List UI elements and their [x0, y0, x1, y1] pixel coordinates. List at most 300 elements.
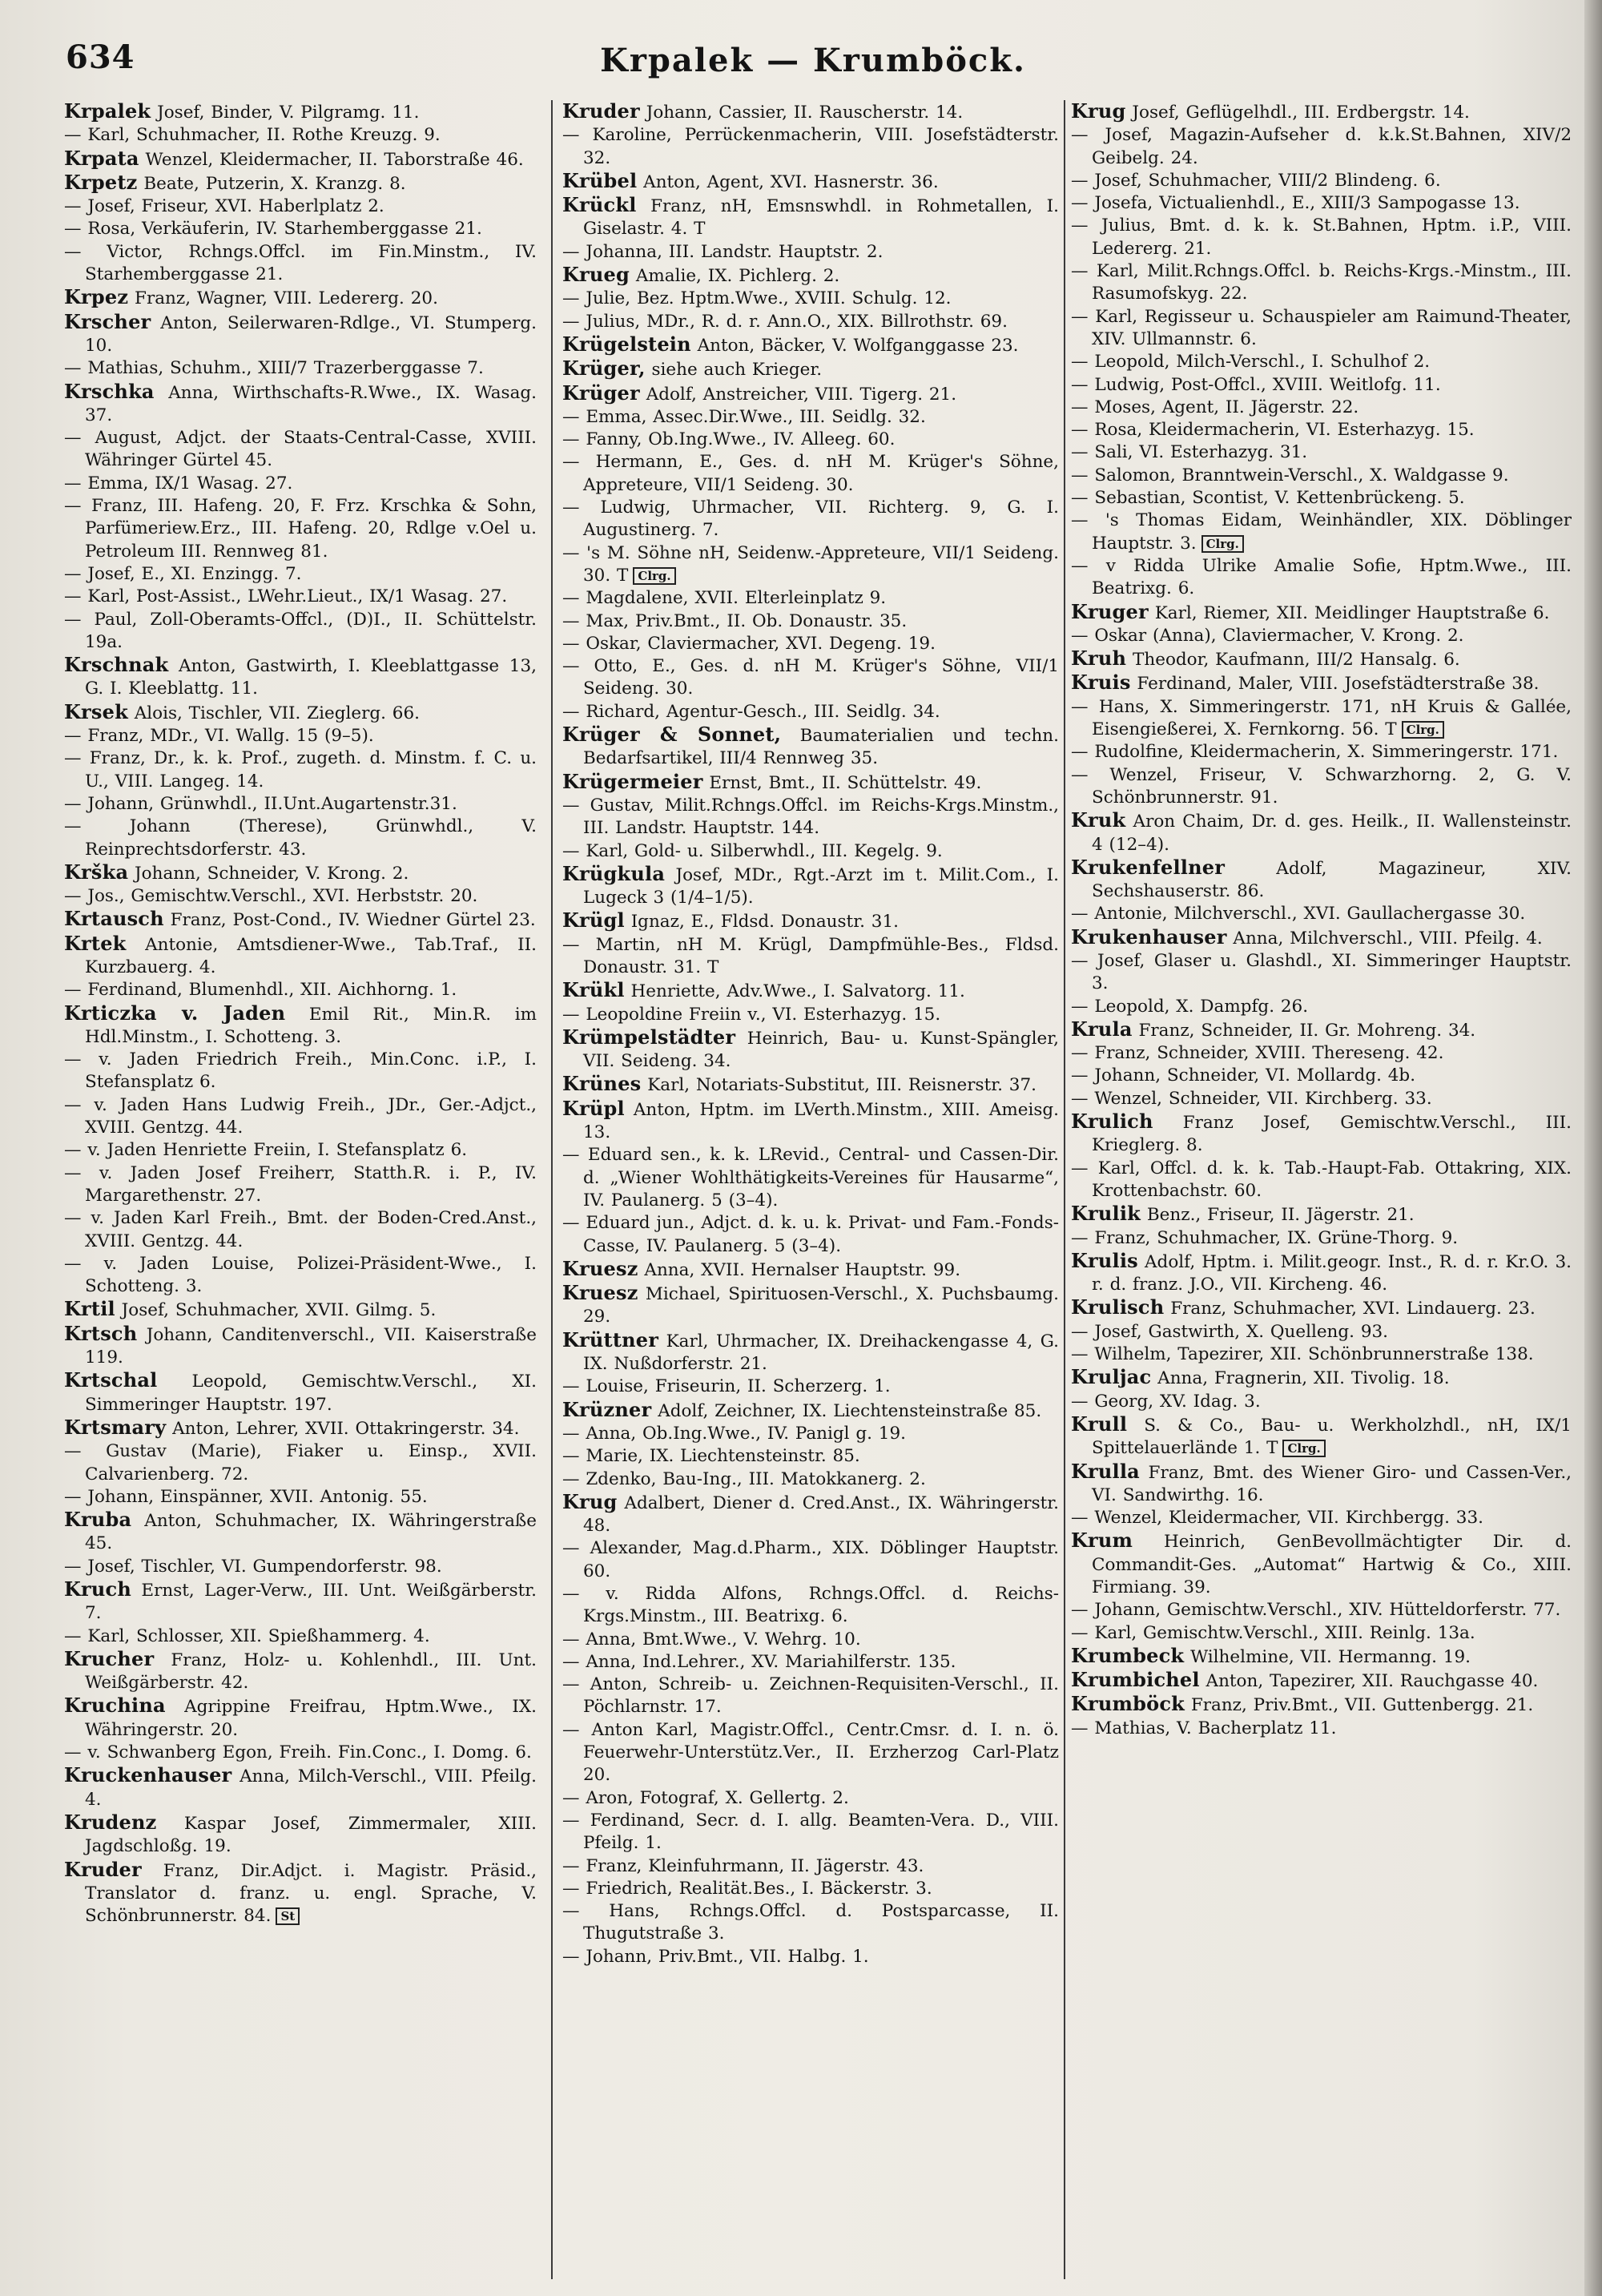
directory-entry: [64, 1049, 537, 1094]
directory-entry: [1071, 374, 1572, 397]
directory-entry: [562, 264, 1059, 288]
directory-entry: [1071, 215, 1572, 260]
directory-entry: [64, 241, 537, 287]
entry-details: Anton, Lehrer, XVII. Ottakringerstr. 34.: [166, 1418, 520, 1439]
entry-surname: Krpez: [64, 285, 129, 309]
entry-details: Anton, Gastwirth, I. Kleeblattgasse 13, G. I. Kleeblattg. 11.: [85, 656, 537, 699]
entry-surname: Krueg: [562, 263, 630, 287]
directory-entry: [562, 1445, 1059, 1468]
entry-surname: Krška: [64, 860, 129, 884]
directory-entry: [1071, 1391, 1572, 1413]
directory-entry: [64, 861, 537, 885]
directory-entry: [64, 1811, 537, 1859]
entry-details: — Ludwig, Post-Offcl., XVIII. Weitlofg. 11.: [1071, 374, 1441, 395]
entry-details: — Johann, Schneider, VI. Mollardg. 4b.: [1071, 1065, 1416, 1086]
entry-details: — Hans, Rchngs.Offcl. d. Postsparcasse, II. Thugutstraße 3.: [562, 1901, 1059, 1944]
entry-details: Wilhelmine, VII. Hermanng. 19.: [1184, 1646, 1471, 1667]
directory-entry: [562, 610, 1059, 633]
entry-details: — Fanny, Ob.Ing.Wwe., IV. Alleeg. 60.: [562, 429, 896, 450]
entry-details: — Karl, Offcl. d. k. k. Tab.-Haupt-Fab. Ottakring, XIX. Krottenbachstr. 60.: [1071, 1158, 1572, 1201]
entry-details: Franz, Schneider, II. Gr. Mohreng. 34.: [1132, 1020, 1476, 1041]
entry-details: — Oskar (Anna), Claviermacher, V. Krong. 2.: [1071, 625, 1464, 646]
entry-surname: Krüger & Sonnet,: [562, 723, 782, 747]
directory-entry: [562, 633, 1059, 655]
entry-details: — v. Jaden Friedrich Freih., Min.Conc. i.P., I. Stefansplatz 6.: [64, 1049, 537, 1093]
entry-surname: Krünes: [562, 1072, 642, 1096]
directory-entry: [64, 1578, 537, 1625]
directory-entry: [64, 147, 537, 171]
directory-entry: [562, 451, 1059, 497]
directory-entry: [562, 1423, 1059, 1445]
page-number: 634: [66, 38, 135, 76]
entry-surname: Kruchina: [64, 1694, 166, 1718]
directory-entry: [1071, 465, 1572, 487]
entry-details: Josef, MDr., Rgt.-Arzt im t. Milit.Com., I. Lugeck 3 (1/4–1/5).: [583, 864, 1059, 908]
entry-details: — Franz, Schuhmacher, IX. Grüne-Thorg. 9.: [1071, 1227, 1459, 1248]
directory-entry: [1071, 903, 1572, 925]
entry-details: — Leopold, Milch-Verschl., I. Schulhof 2.: [1071, 352, 1431, 373]
entry-details: — Karl, Schuhmacher, II. Rothe Kreuzg. 9.: [64, 125, 441, 146]
entry-surname: Krtil: [64, 1297, 115, 1321]
entry-details: Agrippine Freifrau, Hptm.Wwe., IX. Währingerstr. 20.: [85, 1697, 537, 1740]
directory-entry: [562, 840, 1059, 863]
directory-column-2: [562, 100, 1059, 2283]
entry-details: — Rudolfine, Kleidermacherin, X. Simmeringerstr. 171.: [1071, 742, 1559, 763]
entry-surname: Krschka: [64, 379, 155, 403]
entry-surname: Krüzner: [562, 1397, 652, 1421]
directory-entry: [562, 909, 1059, 933]
entry-details: — Franz, Dr., k. k. Prof., zugeth. d. Minstm. f. C. u. U., VIII. Langeg. 14.: [64, 748, 537, 792]
entry-surname: Krügkula: [562, 861, 666, 885]
clearing-badge: Clrg.: [633, 567, 675, 585]
entry-details: — Max, Priv.Bmt., II. Ob. Donaustr. 35.: [562, 610, 908, 631]
entry-details: Anna, Wirthschafts-R.Wwe., IX. Wasag. 37.: [85, 382, 537, 425]
entry-surname: Krpalek: [64, 100, 151, 123]
directory-entry: [1071, 1202, 1572, 1227]
directory-entry: [64, 1369, 537, 1416]
entry-details: — Salomon, Branntwein-Verschl., X. Waldgasse 9.: [1071, 465, 1509, 485]
entry-details: — Gustav (Marie), Fiaker u. Einsp., XVII. Calvarienberg. 72.: [64, 1441, 537, 1484]
directory-entry: [562, 1491, 1059, 1538]
directory-column-3: [1071, 100, 1572, 2283]
entry-details: — Josef, Glaser u. Glashdl., XI. Simmeringer Hauptstr. 3.: [1071, 950, 1572, 994]
directory-entry: [1071, 856, 1572, 904]
entry-details: — Eduard jun., Adjct. d. k. u. k. Privat- und Fam.-Fonds-Casse, IV. Paulanerg. 5 (3–4).: [562, 1213, 1059, 1256]
entry-details: — v. Ridda Alfons, Rchngs.Offcl. d. Reichs-Krgs.Minstm., III. Beatrixg. 6.: [562, 1584, 1059, 1627]
directory-entry: [1071, 351, 1572, 373]
directory-entry: [64, 932, 537, 980]
directory-entry: [562, 406, 1059, 429]
entry-details: — Antonie, Milchverschl., XVI. Gaullachergasse 30.: [1071, 904, 1526, 924]
entry-surname: Krügermeier: [562, 769, 703, 793]
entry-details: Franz Josef, Gemischtw.Verschl., III. Krieglerg. 8.: [1092, 1113, 1572, 1156]
directory-entry: [562, 655, 1059, 701]
directory-entry: [1071, 397, 1572, 419]
directory-entry: [64, 1162, 537, 1208]
entry-details: — Hans, X. Simmeringerstr. 171, nH Kruis & Gallée, Eisengießerei, X. Fernkorng. 56. T: [1071, 696, 1572, 740]
directory-entry: [562, 333, 1059, 357]
entry-details: — v. Jaden Karl Freih., Bmt. der Boden-Cred.Anst., XVIII. Gentzg. 44.: [64, 1208, 537, 1251]
entry-surname: Krügl: [562, 908, 625, 932]
entry-details: Henriette, Adv.Wwe., I. Salvatorg. 11.: [624, 981, 965, 1002]
entry-surname: Krückl: [562, 193, 637, 217]
directory-entry: [562, 587, 1059, 610]
directory-entry: [562, 124, 1059, 170]
directory-entry: [64, 311, 537, 358]
entry-details: Aron Chaim, Dr. d. ges. Heilk., II. Wallensteinstr. 4 (12–4).: [1092, 812, 1572, 855]
directory-entry: [64, 747, 537, 793]
entry-details: Michael, Spirituosen-Verschl., X. Puchsbaumg. 29.: [583, 1284, 1059, 1327]
entry-details: S. & Co., Bau- u. Werkholzhdl., nH, IX/1 Spittelauerlände 1. T: [1092, 1415, 1572, 1459]
entry-details: Franz, Dir.Adjct. i. Magistr. Präsid., Translator d. franz. u. engl. Sprache, V. Schönbrunnerstr. 84.: [85, 1860, 537, 1927]
entry-surname: Krulich: [1071, 1110, 1153, 1134]
entry-details: — Karl, Gemischtw.Verschl., XIII. Reinlg. 13a.: [1071, 1622, 1475, 1643]
entry-details: — Emma, IX/1 Wasag. 27.: [64, 473, 293, 493]
entry-details: — Johann, Priv.Bmt., VII. Halbg. 1.: [562, 1946, 869, 1967]
directory-entry: [1071, 1343, 1572, 1366]
entry-surname: Krübel: [562, 168, 638, 192]
directory-entry: [1071, 306, 1572, 352]
entry-details: — Anna, Ob.Ing.Wwe., IV. Panigl g. 19.: [562, 1423, 906, 1444]
directory-entry: [1071, 1718, 1572, 1740]
directory-entry: [562, 1900, 1059, 1946]
directory-entry: [562, 771, 1059, 795]
directory-entry: [562, 1026, 1059, 1073]
entry-details: — Richard, Agentur-Gesch., III. Seidlg. 34.: [562, 701, 940, 722]
directory-entry: [562, 1004, 1059, 1026]
entry-surname: Kruesz: [562, 1256, 638, 1280]
entry-surname: Kruk: [1071, 808, 1126, 832]
directory-entry: [1071, 487, 1572, 510]
entry-details: — Johann (Therese), Grünwhdl., V. Reinprechtsdorferstr. 43.: [64, 816, 537, 860]
entry-details: Benz., Friseur, II. Jägerstr. 21.: [1141, 1205, 1415, 1226]
directory-entry: [64, 495, 537, 563]
directory-entry: [1071, 1042, 1572, 1065]
entry-details: Anton, Schuhmacher, IX. Währingerstraße 45.: [85, 1511, 537, 1554]
entry-details: — Josef, Tischler, VI. Gumpendorferstr. 98.: [64, 1556, 442, 1577]
running-head: Krpalek — Krumböck.: [600, 42, 1026, 79]
entry-surname: Kruis: [1071, 671, 1131, 695]
directory-entry: [1071, 926, 1572, 950]
column-divider: [1064, 100, 1065, 2279]
directory-entry: [64, 908, 537, 932]
directory-entry: [1071, 671, 1572, 695]
directory-entry: [64, 1764, 537, 1811]
directory-entry: [64, 381, 537, 428]
directory-entry: [1071, 601, 1572, 625]
entry-details: Ernst, Lager-Verw., III. Unt. Weißgärberstr. 7.: [85, 1581, 537, 1624]
directory-entry: [1071, 124, 1572, 170]
entry-surname: Kruder: [64, 1857, 142, 1881]
directory-entry: [64, 725, 537, 747]
entry-surname: Krumbichel: [1071, 1668, 1200, 1692]
entry-details: — Wenzel, Schneider, VII. Kirchberg. 33.: [1071, 1088, 1432, 1109]
directory-entry: [562, 382, 1059, 406]
directory-entry: [1071, 764, 1572, 810]
entry-details: Heinrich, GenBevollmächtigter Dir. d. Commandit-Ges. „Automat“ Hartwig & Co., XIII. Firmiang. 39.: [1092, 1532, 1572, 1597]
directory-entry: [64, 1207, 537, 1253]
entry-details: Alois, Tischler, VII. Zieglerg. 66.: [127, 703, 420, 723]
entry-details: — Magdalene, XVII. Elterleinplatz 9.: [562, 588, 887, 609]
directory-entry: [562, 1468, 1059, 1491]
entry-surname: Kruckenhauser: [64, 1763, 232, 1787]
directory-entry: [64, 195, 537, 218]
entry-details: — Ferdinand, Blumenhdl., XII. Aichhorng. 1.: [64, 980, 457, 1001]
entry-details: Franz, Holz- u. Kohlenhdl., III. Unt. Weißgärberstr. 42.: [85, 1649, 537, 1694]
directory-entry: [562, 1855, 1059, 1878]
entry-details: — v. Jaden Louise, Polizei-Präsident-Wwe., I. Schotteng. 3.: [64, 1253, 537, 1297]
entry-details: — Ludwig, Uhrmacher, VII. Richterg. 9, G. I. Augustinerg. 7.: [562, 497, 1059, 541]
entry-details: — Hermann, E., Ges. d. nH M. Krüger's Söhne, Appreteure, VII/1 Seideng. 30.: [562, 452, 1059, 495]
entry-details: Johann, Schneider, V. Krong. 2.: [128, 863, 409, 884]
entry-surname: Krulik: [1071, 1202, 1141, 1226]
directory-entry: [562, 1787, 1059, 1810]
entry-details: — Martin, nH M. Krügl, Dampfmühle-Bes., Fldsd. Donaustr. 31. T: [562, 934, 1059, 977]
entry-details: — Anna, Bmt.Wwe., V. Wehrg. 10.: [562, 1629, 861, 1649]
entry-details: Ferdinand, Maler, VIII. Josefstädterstraße 38.: [1130, 674, 1540, 695]
entry-details: — Georg, XV. Idag. 3.: [1071, 1391, 1261, 1412]
entry-details: — v. Schwanberg Egon, Freih. Fin.Conc., I. Domg. 6.: [64, 1742, 532, 1763]
entry-surname: Krüttner: [562, 1327, 659, 1351]
entry-details: Josef, Schuhmacher, XVII. Gilmg. 5.: [115, 1300, 437, 1321]
directory-entry: [1071, 100, 1572, 124]
entry-surname: Krucher: [64, 1646, 155, 1670]
entry-surname: Krümpelstädter: [562, 1025, 736, 1049]
entry-surname: Krtausch: [64, 907, 164, 931]
directory-entry: [1071, 1250, 1572, 1297]
directory-entry: [562, 934, 1059, 980]
directory-entry: [562, 1399, 1059, 1423]
directory-entry: [562, 542, 1059, 588]
entry-details: — Friedrich, Realität.Bes., I. Bäckerstr. 3.: [562, 1878, 932, 1899]
entry-details: Adolf, Zeichner, IX. Liechtensteinstraße 85.: [651, 1400, 1042, 1421]
directory-entry: [1071, 555, 1572, 601]
entry-details: — Josef, Schuhmacher, VIII/2 Blindeng. 6.: [1071, 170, 1441, 191]
directory-entry: [1071, 996, 1572, 1018]
entry-details: Theodor, Kaufmann, III/2 Hansalg. 6.: [1126, 650, 1460, 671]
directory-entry: [1071, 809, 1572, 856]
entry-surname: Krükl: [562, 978, 625, 1002]
entry-details: Beate, Putzerin, X. Kranzg. 8.: [137, 173, 406, 194]
entry-surname: Krtsmary: [64, 1415, 167, 1439]
directory-entry: [562, 863, 1059, 910]
directory-entry: [562, 241, 1059, 264]
entry-surname: Krügelstein: [562, 332, 691, 356]
directory-entry: [562, 170, 1059, 194]
entry-details: — Mathias, Schuhm., XIII/7 Trazerberggasse 7.: [64, 358, 484, 379]
directory-entry: [562, 288, 1059, 310]
entry-details: — 's M. Söhne nH, Seidenw.-Appreteure, VII/1 Seideng. 30. T: [562, 542, 1059, 586]
entry-details: — v. Jaden Henriette Freiin, I. Stefansplatz 6.: [64, 1140, 468, 1161]
entry-details: — Eduard sen., k. k. LRevid., Central- und Cassen-Dir. d. „Wiener Wohlthätigkeits-Vereines für Hausarme“, IV. Paulanerg. 5 (3–4).: [562, 1145, 1059, 1210]
entry-details: siehe auch Krieger.: [645, 360, 823, 381]
directory-entry: [562, 1878, 1059, 1900]
directory-entry: [64, 1094, 537, 1140]
directory-entry: [1071, 1622, 1572, 1645]
directory-entry: [1071, 510, 1572, 555]
entry-details: Adolf, Magazineur, XIV. Sechshauserstr. 86.: [1092, 858, 1572, 902]
page-header: [56, 32, 1570, 88]
entry-details: — Victor, Rchngs.Offcl. im Fin.Minstm., IV. Starhemberggasse 21.: [64, 241, 537, 285]
entry-surname: Krpata: [64, 146, 139, 170]
entry-details: — Karoline, Perrückenmacherin, VIII. Josefstädterstr. 32.: [562, 125, 1059, 168]
entry-surname: Krüger: [562, 381, 640, 405]
entry-details: Amalie, IX. Pichlerg. 2.: [630, 266, 840, 287]
entry-details: — Ferdinand, Secr. d. I. allg. Beamten-Vera. D., VIII. Pfeilg. 1.: [562, 1810, 1059, 1854]
entry-details: Johann, Cassier, II. Rauscherstr. 14.: [639, 103, 964, 123]
entry-details: — Moses, Agent, II. Jägerstr. 22.: [1071, 397, 1359, 417]
directory-entry: [64, 1298, 537, 1322]
entry-details: — Wenzel, Kleidermacher, VII. Kirchbergg. 33.: [1071, 1508, 1483, 1529]
entry-details: — Leopoldine Freiin v., VI. Esterhazyg. 15.: [562, 1004, 941, 1025]
directory-entry: [64, 1253, 537, 1299]
entry-surname: Krpetz: [64, 170, 138, 194]
entry-details: — Karl, Regisseur u. Schauspieler am Raimund-Theater, XIV. Ullmannstr. 6.: [1071, 306, 1572, 349]
entry-details: Franz, nH, Emsnswhdl. in Rohmetallen, I. Giselastr. 4. T: [583, 196, 1059, 240]
directory-entry: [562, 497, 1059, 542]
directory-entry: [1071, 1507, 1572, 1529]
entry-surname: Kruesz: [562, 1281, 638, 1305]
entry-details: — August, Adjct. der Staats-Central-Casse, XVIII. Währinger Gürtel 45.: [64, 428, 537, 471]
entry-details: — Josefa, Victualienhdl., E., XIII/3 Sampogasse 13.: [1071, 193, 1520, 214]
directory-entry: [562, 1629, 1059, 1651]
entry-details: Franz, Wagner, VIII. Ledererg. 20.: [128, 288, 438, 309]
entry-details: Franz, Priv.Bmt., VII. Guttenbergg. 21.: [1184, 1695, 1534, 1716]
entry-details: — Paul, Zoll-Oberamts-Offcl., (D)I., II. Schüttelstr. 19a.: [64, 609, 537, 652]
entry-surname: Krum: [1071, 1529, 1133, 1553]
entry-details: Karl, Uhrmacher, IX. Dreihackengasse 4, G. IX. Nußdorferstr. 21.: [583, 1331, 1059, 1375]
entry-surname: Krschnak: [64, 653, 169, 677]
entry-details: — Johann, Einspänner, XVII. Antonig. 55.: [64, 1486, 428, 1507]
entry-details: — Julius, Bmt. d. k. k. St.Bahnen, Hptm. i.P., VIII. Ledererg. 21.: [1071, 216, 1572, 259]
directory-column-1: [64, 100, 537, 2283]
clearing-badge: Clrg.: [1402, 721, 1444, 739]
entry-details: — Louise, Friseurin, II. Scherzerg. 1.: [562, 1376, 891, 1397]
entry-details: — Franz, MDr., VI. Wallg. 15 (9–5).: [64, 726, 374, 747]
clearing-badge: St: [276, 1907, 300, 1925]
directory-entry: [1071, 1227, 1572, 1250]
directory-entry: [562, 194, 1059, 241]
directory-entry: [64, 1440, 537, 1486]
directory-entry: [562, 1098, 1059, 1145]
directory-entry: [1071, 260, 1572, 306]
entry-surname: Krull: [1071, 1412, 1128, 1436]
directory-entry: [562, 1674, 1059, 1719]
entry-details: Karl, Notariats-Substitut, III. Reisnerstr. 37.: [641, 1075, 1037, 1096]
directory-entry: [64, 1486, 537, 1509]
entry-surname: Kruder: [562, 100, 640, 123]
entry-surname: Krulisch: [1071, 1295, 1165, 1319]
directory-entry: [1071, 1296, 1572, 1320]
directory-entry: [562, 1719, 1059, 1787]
directory-entry: [562, 1651, 1059, 1674]
directory-entry: [562, 795, 1059, 840]
entry-details: — Josef, Gastwirth, X. Quelleng. 93.: [1071, 1321, 1389, 1342]
entry-surname: Kruh: [1071, 647, 1127, 671]
entry-details: Ignaz, E., Fldsd. Donaustr. 31.: [624, 912, 899, 932]
entry-details: Anton, Seilerwaren-Rdlge., VI. Stumperg. 10.: [85, 312, 537, 356]
directory-entry: [1071, 1669, 1572, 1693]
entry-details: — Josef, E., XI. Enzingg. 7.: [64, 563, 302, 584]
entry-details: Heinrich, Bau- u. Kunst-Spängler, VII. Seideng. 34.: [583, 1028, 1059, 1072]
entry-details: — Anton Karl, Magistr.Offcl., Centr.Cmsr. d. I. n. ö. Feuerwehr-Unterstütz.Ver., II. Erzherzog Carl-Platz 20.: [562, 1719, 1059, 1786]
entry-surname: Kruljac: [1071, 1365, 1152, 1389]
entry-details: — Julius, MDr., R. d. r. Ann.O., XIX. Billrothstr. 69.: [562, 311, 1008, 332]
directory-entry: [64, 609, 537, 655]
entry-details: — Emma, Assec.Dir.Wwe., III. Seidlg. 32.: [562, 406, 926, 427]
entry-details: — Anton, Schreib- u. Zeichnen-Requisiten-Verschl., II. Pöchlarnstr. 17.: [562, 1674, 1059, 1718]
directory-entry: [562, 1537, 1059, 1583]
directory-entry: [64, 793, 537, 816]
entry-details: Adalbert, Diener d. Cred.Anst., IX. Währingerstr. 48.: [583, 1492, 1059, 1537]
directory-entry: [64, 1002, 537, 1049]
entry-details: — Josef, Magazin-Aufseher d. k.k.St.Bahnen, XIV/2 Geibelg. 24.: [1071, 125, 1572, 168]
column-divider: [551, 100, 553, 2279]
entry-details: — Sali, VI. Esterhazyg. 31.: [1071, 442, 1308, 463]
directory-entry: [1071, 1366, 1572, 1390]
directory-entry: [1071, 1599, 1572, 1621]
directory-entry: [562, 100, 1059, 124]
entry-details: Anton, Tapezirer, XII. Rauchgasse 40.: [1199, 1671, 1539, 1692]
entry-surname: Krumbeck: [1071, 1643, 1185, 1667]
entry-surname: Krukenfellner: [1071, 855, 1226, 879]
directory-entry: [64, 1859, 537, 1928]
entry-details: — Johann, Gemischtw.Verschl., XIV. Hütteldorferstr. 77.: [1071, 1600, 1561, 1621]
directory-entry: [1071, 950, 1572, 996]
entry-details: — Aron, Fotograf, X. Gellertg. 2.: [562, 1787, 849, 1808]
directory-entry: [1071, 170, 1572, 192]
entry-details: — Karl, Schlosser, XII. Spießhammerg. 4.: [64, 1625, 430, 1646]
entry-details: — Marie, IX. Liechtensteinstr. 85.: [562, 1446, 860, 1467]
entry-details: — Anna, Ind.Lehrer., XV. Mariahilferstr. 135.: [562, 1651, 956, 1672]
directory-entry: [64, 427, 537, 473]
directory-entry: [64, 563, 537, 586]
entry-surname: Krumböck: [1071, 1692, 1185, 1716]
directory-entry: [1071, 1529, 1572, 1599]
entry-details: — Zdenko, Bau-Ing., III. Matokkanerg. 2.: [562, 1468, 926, 1489]
directory-entry: [1071, 1018, 1572, 1042]
entry-surname: Krulla: [1071, 1459, 1140, 1483]
entry-surname: Kruger: [1071, 599, 1149, 623]
entry-details: — Leopold, X. Dampfg. 26.: [1071, 996, 1309, 1017]
entry-details: — Karl, Post-Assist., LWehr.Lieut., IX/1 Wasag. 27.: [64, 586, 508, 607]
directory-entry: [562, 723, 1059, 771]
directory-entry: [64, 586, 537, 608]
entry-details: — Karl, Milit.Rchngs.Offcl. b. Reichs-Krgs.-Minstm., III. Rasumofskyg. 22.: [1071, 261, 1572, 304]
entry-details: Wenzel, Kleidermacher, II. Taborstraße 46.: [139, 149, 524, 170]
entry-surname: Krula: [1071, 1017, 1133, 1041]
entry-surname: Krug: [562, 1489, 618, 1513]
entry-surname: Krtek: [64, 931, 127, 955]
directory-entry: [1071, 192, 1572, 215]
entry-details: Adolf, Anstreicher, VIII. Tigerg. 21.: [639, 384, 957, 405]
entry-details: — Sebastian, Scontist, V. Kettenbrückeng. 5.: [1071, 488, 1465, 509]
directory-entry: [1071, 1413, 1572, 1460]
directory-entry: [562, 1258, 1059, 1282]
directory-entry: [562, 1583, 1059, 1629]
entry-details: — Johanna, III. Landstr. Hauptstr. 2.: [562, 241, 884, 262]
directory-entry: [64, 885, 537, 908]
entry-surname: Krsek: [64, 699, 128, 723]
directory-entry: [1071, 419, 1572, 441]
directory-entry: [64, 286, 537, 310]
clearing-badge: Clrg.: [1282, 1440, 1325, 1457]
directory-entry: [64, 1323, 537, 1370]
entry-details: Anna, Milchverschl., VIII. Pfeilg. 4.: [1226, 928, 1543, 949]
entry-details: — Otto, E., Ges. d. nH M. Krüger's Söhne, VII/1 Seideng. 30.: [562, 656, 1059, 699]
directory-entry: [64, 124, 537, 147]
directory-entry: [64, 701, 537, 725]
